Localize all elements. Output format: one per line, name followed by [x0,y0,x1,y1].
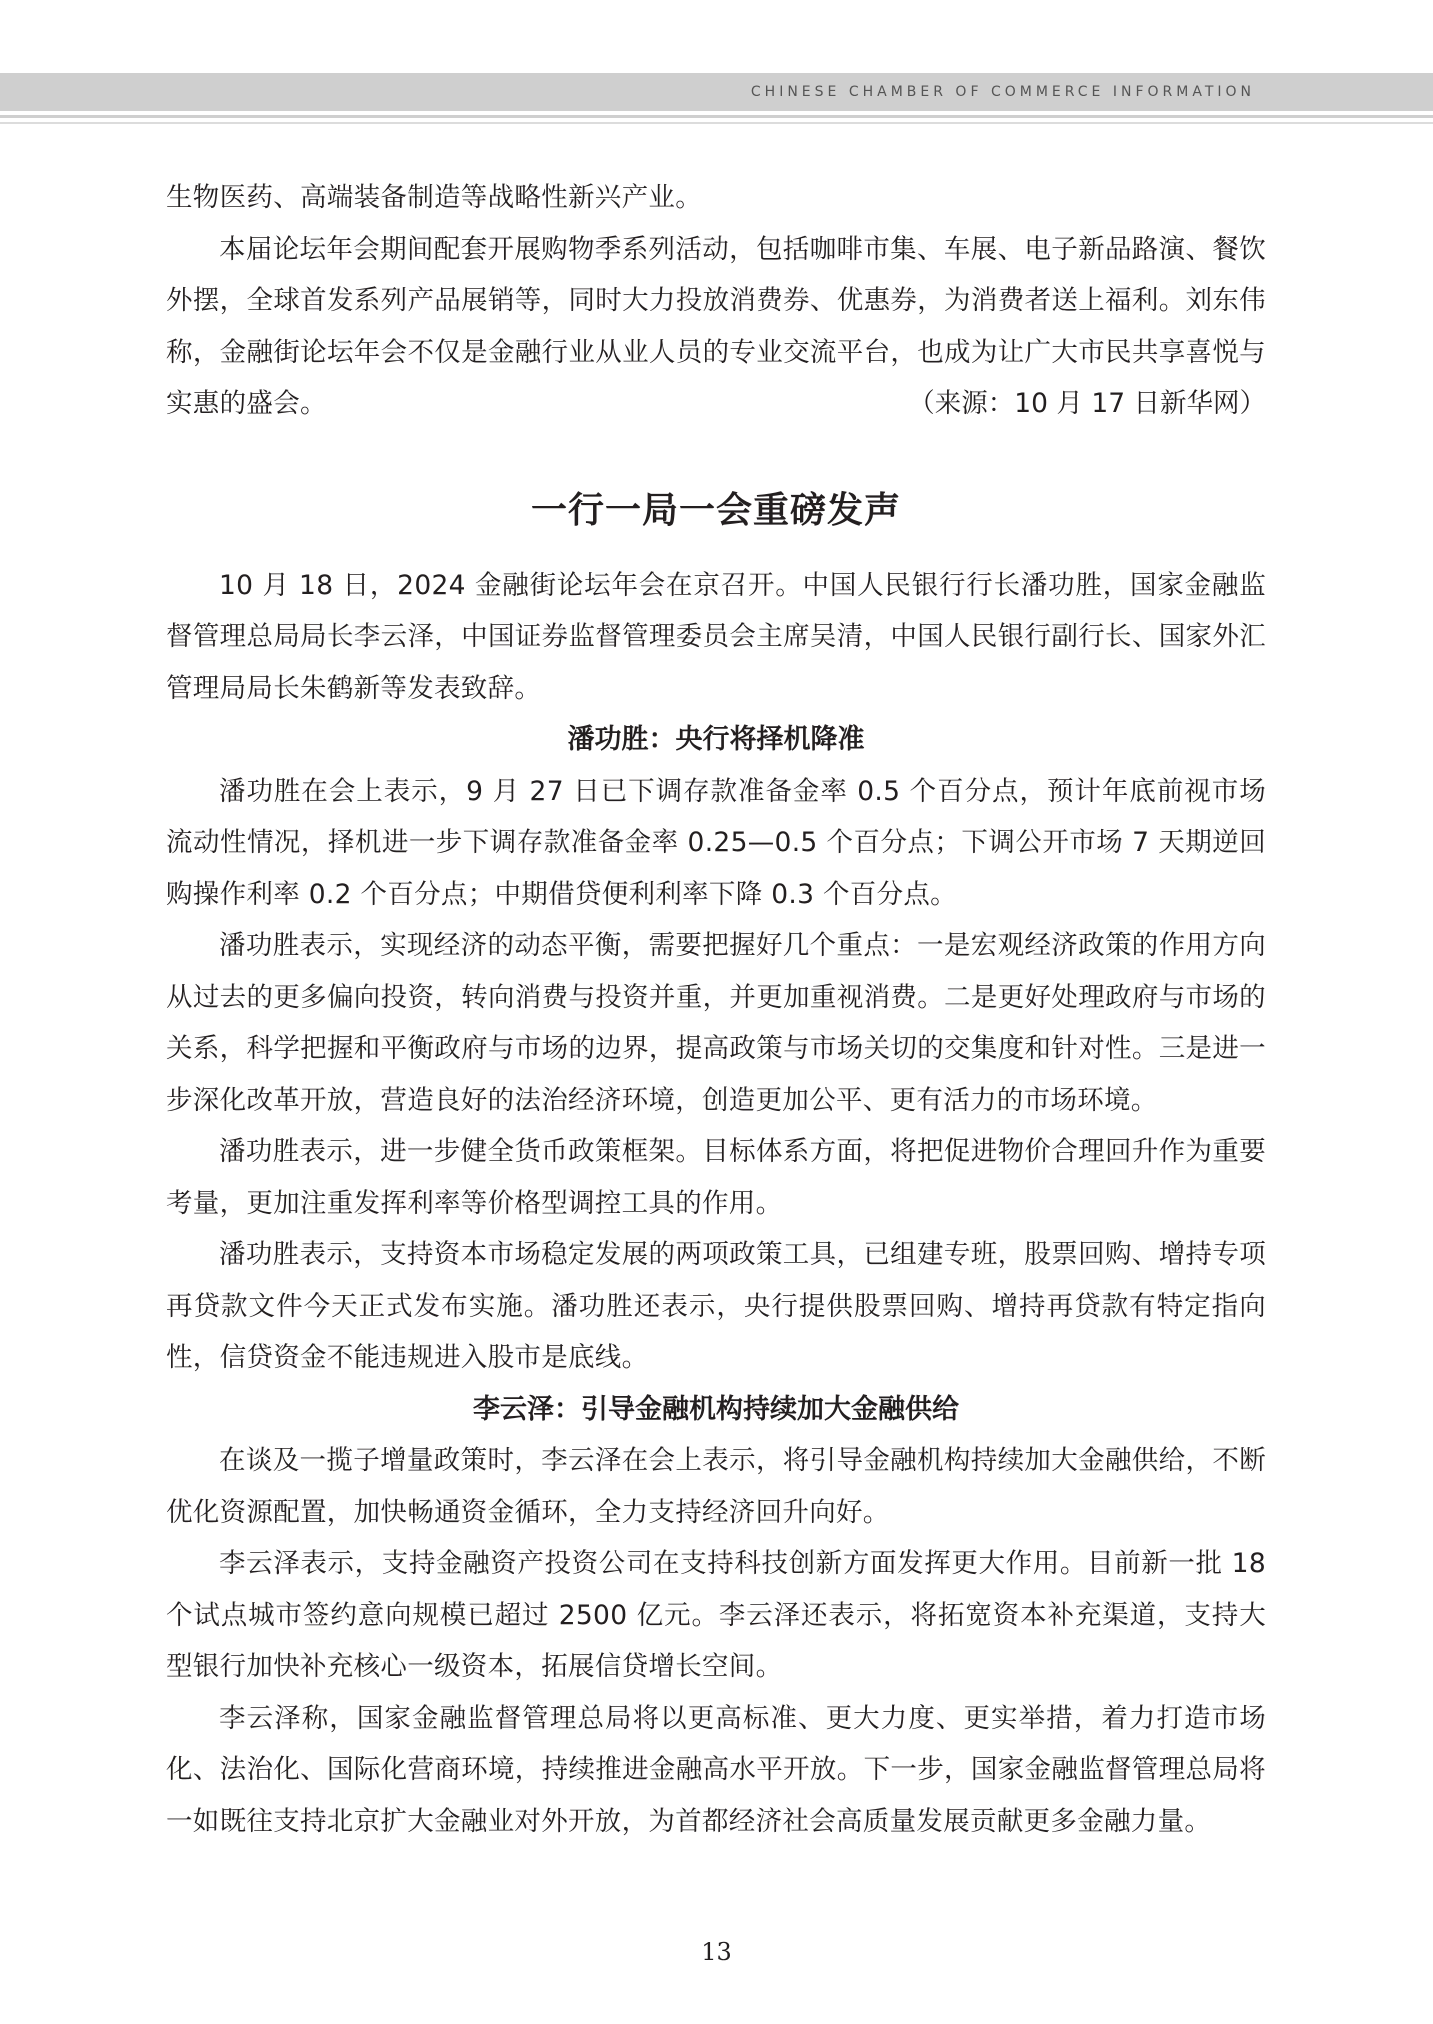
section2-paragraph: 李云泽称，国家金融监督管理总局将以更高标准、更大力度、更实举措，着力打造市场化、法治化、国际化营商环境，持续推进金融高水平开放。下一步，国家金融监督管理总局将一如既往支持北京扩大金融业对外开放，为首都经济社会高质量发展贡献更多金融力量。 [166,1702,1266,1837]
section1-paragraph: 潘功胜表示，进一步健全货币政策框架。目标体系方面，将把促进物价合理回升作为重要考量，更加注重发挥利率等价格型调控工具的作用。 [166,1136,1266,1219]
section-title-pan-gongsheng: 潘功胜：央行将择机降准 [567,724,865,755]
section2-paragraph: 在谈及一揽子增量政策时，李云泽在会上表示，将引导金融机构持续加大金融供给，不断优化资源配置，加快畅通资金循环，全力支持经济回升向好。 [166,1445,1266,1528]
header-rule-secondary [0,122,1433,124]
section1-paragraph: 潘功胜表示，支持资本市场稳定发展的两项政策工具，已组建专班，股票回购、增持专项再贷款文件今天正式发布实施。潘功胜还表示，央行提供股票回购、增持再贷款有特定指向性，信贷资金不能违规进入股市是底线。 [166,1239,1266,1373]
page-number: 13 [701,1938,732,1966]
header-rule [0,115,1433,118]
section1-paragraph: 潘功胜在会上表示，9 月 27 日已下调存款准备金率 0.5 个百分点，预计年底前视市场流动性情况，择机进一步下调存款准备金率 0.25—0.5 个百分点；下调公开市场 7 天期逆回购操作利率 0.2 个百分点；中期借贷便利利率下降 0.3 个百分点。 [166,775,1266,910]
source-citation: （来源：10 月 17 日新华网） [908,388,1266,419]
intro-paragraph-1: 生物医药、高端装备制造等战略性新兴产业。 [166,182,702,213]
section-title-li-yunze: 李云泽：引导金融机构持续加大金融供给 [473,1393,959,1425]
article-title: 一行一局一会重磅发声 [530,489,901,531]
intro-paragraph-2: 本届论坛年会期间配套开展购物季系列活动，包括咖啡市集、车展、电子新品路演、餐饮外摆，全球首发系列产品展销等，同时大力投放消费券、优惠券，为消费者送上福利。刘东伟称，金融街论坛年会不仅是金融行业从业人员的专业交流平台，也成为让广大市民共享喜悦与实惠的盛会。 [166,233,1266,419]
publication-header-title: CHINESE CHAMBER OF COMMERCE INFORMATION [750,84,1255,100]
article-lead-paragraph: 10 月 18 日，2024 金融街论坛年会在京召开。中国人民银行行长潘功胜，国家金融监督管理总局局长李云泽，中国证券监督管理委员会主席吴清，中国人民银行副行长、国家外汇管理局局长朱鹤新等发表致辞。 [166,569,1266,704]
section2-paragraph: 李云泽表示，支持金融资产投资公司在支持科技创新方面发挥更大作用。目前新一批 18 个试点城市签约意向规模已超过 2500 亿元。李云泽还表示，将拓宽资本补充渠道，支持大型银行加快补充核心一级资本，拓展信贷增长空间。 [166,1548,1266,1682]
page-content [166,172,1266,1847]
section1-paragraph: 潘功胜表示，实现经济的动态平衡，需要把握好几个重点：一是宏观经济政策的作用方向从过去的更多偏向投资，转向消费与投资并重，并更加重视消费。二是更好处理政府与市场的关系，科学把握和平衡政府与市场的边界，提高政策与市场关切的交集度和针对性。三是进一步深化改革开放，营造良好的法治经济环境，创造更加公平、更有活力的市场环境。 [166,930,1266,1116]
